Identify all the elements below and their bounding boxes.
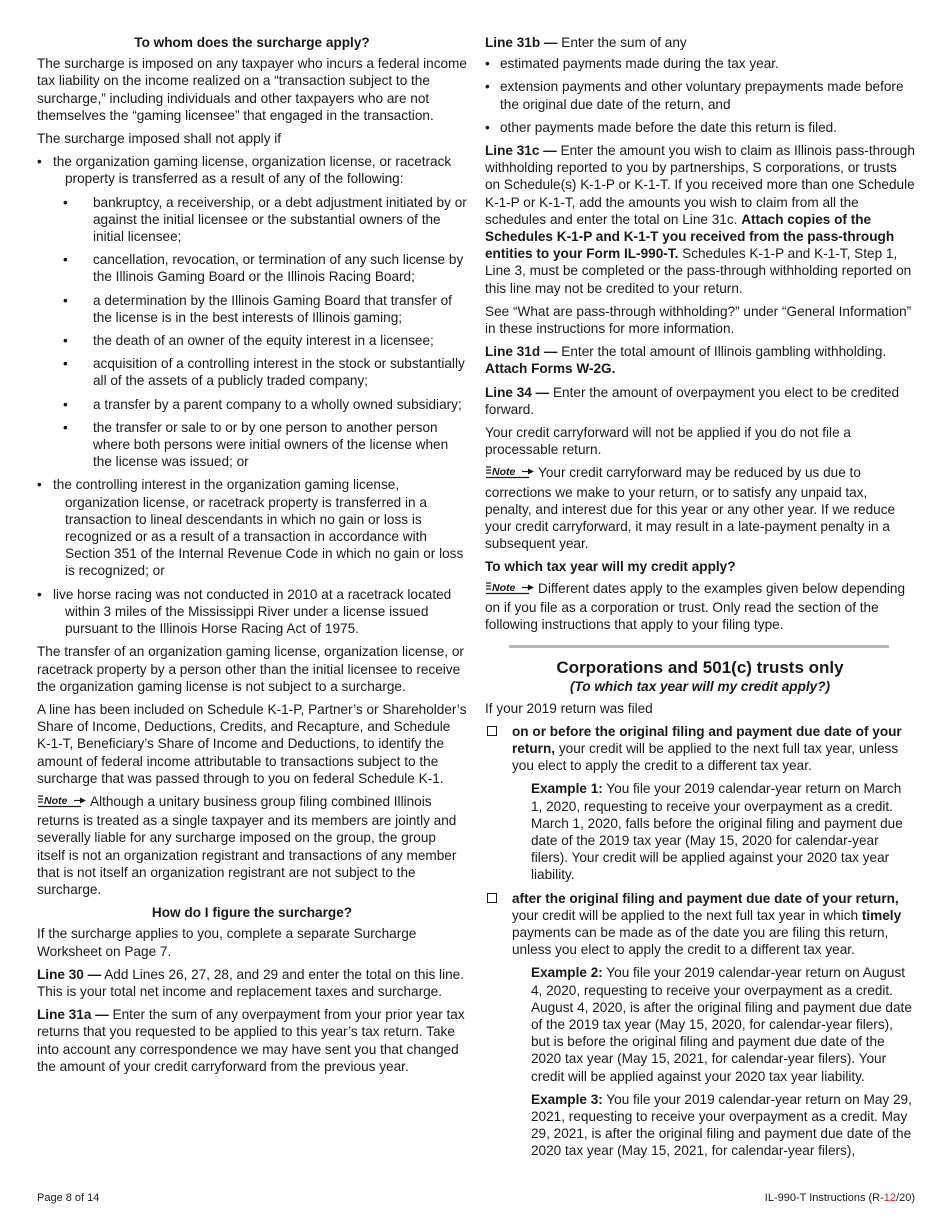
section-divider xyxy=(509,645,889,648)
note-paragraph xyxy=(37,793,467,898)
example-1: Example 1: You file your 2019 calendar-year return on March 1, 2020, requesting to receive your overpayment as a credit. March 1, 2020, falls before the original filing and payment due date of the 2019 tax year (May 15, 2020 for calendar-year filers). Your credit will be applied against your 2020 tax year liability. xyxy=(531,781,903,883)
note-text: Your credit carryforward may be reduced by us due to corrections we make to your return, or to satisfy any unpaid tax, penalty, and interest due for this year or any other year. If we reduce your credit carryforward, it may result in a late-payment penalty in a subsequent year. xyxy=(485,465,896,552)
note-paragraph xyxy=(485,580,915,634)
line-30-paragraph: Line 30 — Add Lines 26, 27, 28, and 29 and enter the total on this line. This is your total net income and replacement taxes and surcharge. xyxy=(37,966,464,999)
line-34-label: Line 34 — xyxy=(485,384,550,400)
heading-figure-surcharge: How do I figure the surcharge? xyxy=(151,905,353,921)
paragraph: See “What are pass-through withholding?” under “General Information” in these instructions for more information. xyxy=(485,303,912,337)
list-item: • extension payments and other voluntary prepayments made before the original due date of the return, and xyxy=(485,78,915,112)
list-item-text: • the organization gaming license, organization license, or racetrack property is transferred as a result of any of the following: xyxy=(53,154,452,187)
left-column xyxy=(37,34,467,1081)
sub-list-item: • cancellation, revocation, or termination of any such license by the Illinois Gaming Board or the Illinois Racing Board; xyxy=(53,251,467,285)
note-icon xyxy=(37,794,87,812)
list-item: • live horse racing was not conducted in 2010 at a racetrack located within 3 miles of the Mississippi River under a license issued pursuant to the Illinois Horse Racing Act of 1975. xyxy=(37,586,467,638)
section-title: Corporations and 501(c) trusts only xyxy=(556,658,844,678)
line-31c-paragraph: Line 31c — Enter the amount you wish to claim as Illinois pass-through withholding reported to you by partnerships, S corporations, or trusts on Schedule(s) K-1-P or K-1-T. If you received more than one Schedule K-1-P or K-1-T, add the amounts you wish to claim from all the schedules and enter the total on Line 31c. Attach copies of the Schedules K-1-P and K-1-T you received from the pass-through entities to your Form IL-990-T. Schedules K-1-P and K-1-T, Step 1, Line 3, must be completed or the pass-through withholding reported on this line may not be credited to your return. xyxy=(485,143,915,296)
note-label: Note xyxy=(492,466,516,479)
line-34-paragraph: Line 34 — Enter the amount of overpayment you elect to be credited forward. xyxy=(485,384,900,417)
note-label: Note xyxy=(44,794,68,807)
sub-list-item: • a determination by the Illinois Gaming Board that transfer of the license is in the best interests of Illinois gaming; xyxy=(53,292,467,326)
example-2: Example 2: You file your 2019 calendar-year return on August 4, 2020, requesting to receive your overpayment as a credit. August 4, 2020, is after the original filing and payment due date of the 2019 tax year (May 15, 2020, for calendar-year filers), but is before the original filing and payment due date of the 2020 tax year (May 15, 2021, for calendar-year filers). Your credit will be applied against your 2020 tax year liability. xyxy=(531,965,912,1084)
line-31a-paragraph: Line 31a — Enter the sum of any overpayment from your prior year tax returns that you requested to be applied to this year’s tax return. Take into account any correspondence we may have sent you that changed the amount of your credit carryforward from the previous year. xyxy=(37,1007,465,1074)
paragraph: If the surcharge applies to you, complete a separate Surcharge Worksheet on Page 7. xyxy=(37,926,417,959)
line-30-label: Line 30 — xyxy=(37,966,102,982)
sub-list-item: • the transfer or sale to or by one person to another person where both persons were initial owners of the license when the license was issued; or xyxy=(53,419,467,471)
paragraph: The surcharge is imposed on any taxpayer who incurs a federal income tax liability on the income realized on a “transaction subject to the surcharge,” including individuals and other taxpayers who are not themselves the “gaming licensee” that engaged in the transaction. xyxy=(37,56,467,123)
list-item: • the controlling interest in the organization gaming license, organization license, or racetrack property is transferred in a transaction to lineal descendants in which no gain or loss is recognized or as a result of a transaction in accordance with Section 351 of the Internal Revenue Code in which no gain or loss is recognized; or xyxy=(37,476,467,579)
sub-list-item: • bankruptcy, a receivership, or a debt adjustment initiated by or against the initial licensee or the substantial owners of the initial licensee; xyxy=(53,194,467,246)
note-label: Note xyxy=(492,581,516,594)
note-text: Although a unitary business group filing combined Illinois returns is treated as a single taxpayer and its members are jointly and severally liable for any surcharge imposed on the group, the group itself is not an organization registrant and transactions of any member that is not itself an organization registrant are not subject to the surcharge. xyxy=(37,793,457,897)
checkbox xyxy=(487,726,497,736)
list-item xyxy=(37,153,467,470)
line-31d-label: Line 31d — xyxy=(485,344,558,360)
exemption-list xyxy=(37,153,467,637)
section-subtitle: (To which tax year will my credit apply?) xyxy=(569,679,831,695)
payments-list xyxy=(485,55,915,136)
list-item: • estimated payments made during the tax year. xyxy=(485,55,915,72)
sub-list-item: • acquisition of a controlling interest in the stock or substantially all of the assets of a publicly traded company; xyxy=(53,355,467,389)
sub-list-item: • the death of an owner of the equity interest in a licensee; xyxy=(53,332,467,349)
note-icon xyxy=(485,465,535,483)
paragraph: The transfer of an organization gaming license, organization license, or racetrack property by a person other than the initial licensee to receive the organization gaming license is not subject to a surcharge. xyxy=(37,644,464,694)
sub-list-item: • a transfer by a parent company to a wholly owned subsidiary; xyxy=(53,396,467,413)
sub-list xyxy=(53,194,467,471)
checklist-item: on or before the original filing and payment due date of your return, your credit will be applied to the next full tax year, unless you elect to apply the credit to a different tax year. xyxy=(485,723,915,775)
line-31b-label: Line 31b — xyxy=(485,35,558,50)
note-icon xyxy=(485,581,535,599)
checklist-item: after the original filing and payment due date of your return, your credit will be applied to the next full tax year in which timely payments can be made as of the date you are filing this return, unless you elect to apply the credit to a different tax year. xyxy=(485,890,915,959)
list-item: • other payments made before the date this return is filed. xyxy=(485,119,915,136)
paragraph: The surcharge imposed shall not apply if xyxy=(37,131,282,147)
line-31a-label: Line 31a — xyxy=(37,1007,109,1023)
line-31b-paragraph: Line 31b — Enter the sum of any xyxy=(485,35,687,50)
paragraph: A line has been included on Schedule K-1-P, Partner’s or Shareholder’s Share of Income, Deductions, Credits, and Recapture, and Schedule K-1-T, Beneficiary’s Share of Income and Deductions, to identify the amount of federal income attributable to transactions subject to the surcharge that was passed through to you on federal Schedule K-1. xyxy=(37,701,467,786)
heading-whom-surcharge: To whom does the surcharge apply? xyxy=(134,35,370,50)
paragraph: Your credit carryforward will not be applied if you do not file a processable return. xyxy=(485,425,851,458)
note-text: Different dates apply to the examples given below depending on if you file as a corporation or trust. Only read the section of the following instructions that apply to your filing type. xyxy=(485,580,906,633)
heading-which-tax-year: To which tax year will my credit apply? xyxy=(485,559,736,575)
line-31d-paragraph: Line 31d — Enter the total amount of Illinois gambling withholding. Attach Forms W-2G. xyxy=(485,344,887,377)
note-paragraph xyxy=(485,464,915,552)
example-3: Example 3: You file your 2019 calendar-year return on May 29, 2021, requesting to receive your overpayment as a credit. May 29, 2021, is after the original filing and payment due date of the 2020 tax year (May 15, 2021, for calendar-year filers), xyxy=(531,1091,912,1159)
paragraph: If your 2019 return was filed xyxy=(485,700,653,716)
line-31c-label: Line 31c — xyxy=(485,143,557,159)
page-number: Page 8 of 14 xyxy=(37,1192,100,1204)
form-revision: IL-990-T Instructions (R-12/20) xyxy=(764,1192,915,1204)
checkbox xyxy=(487,893,497,903)
right-column xyxy=(485,34,915,1166)
